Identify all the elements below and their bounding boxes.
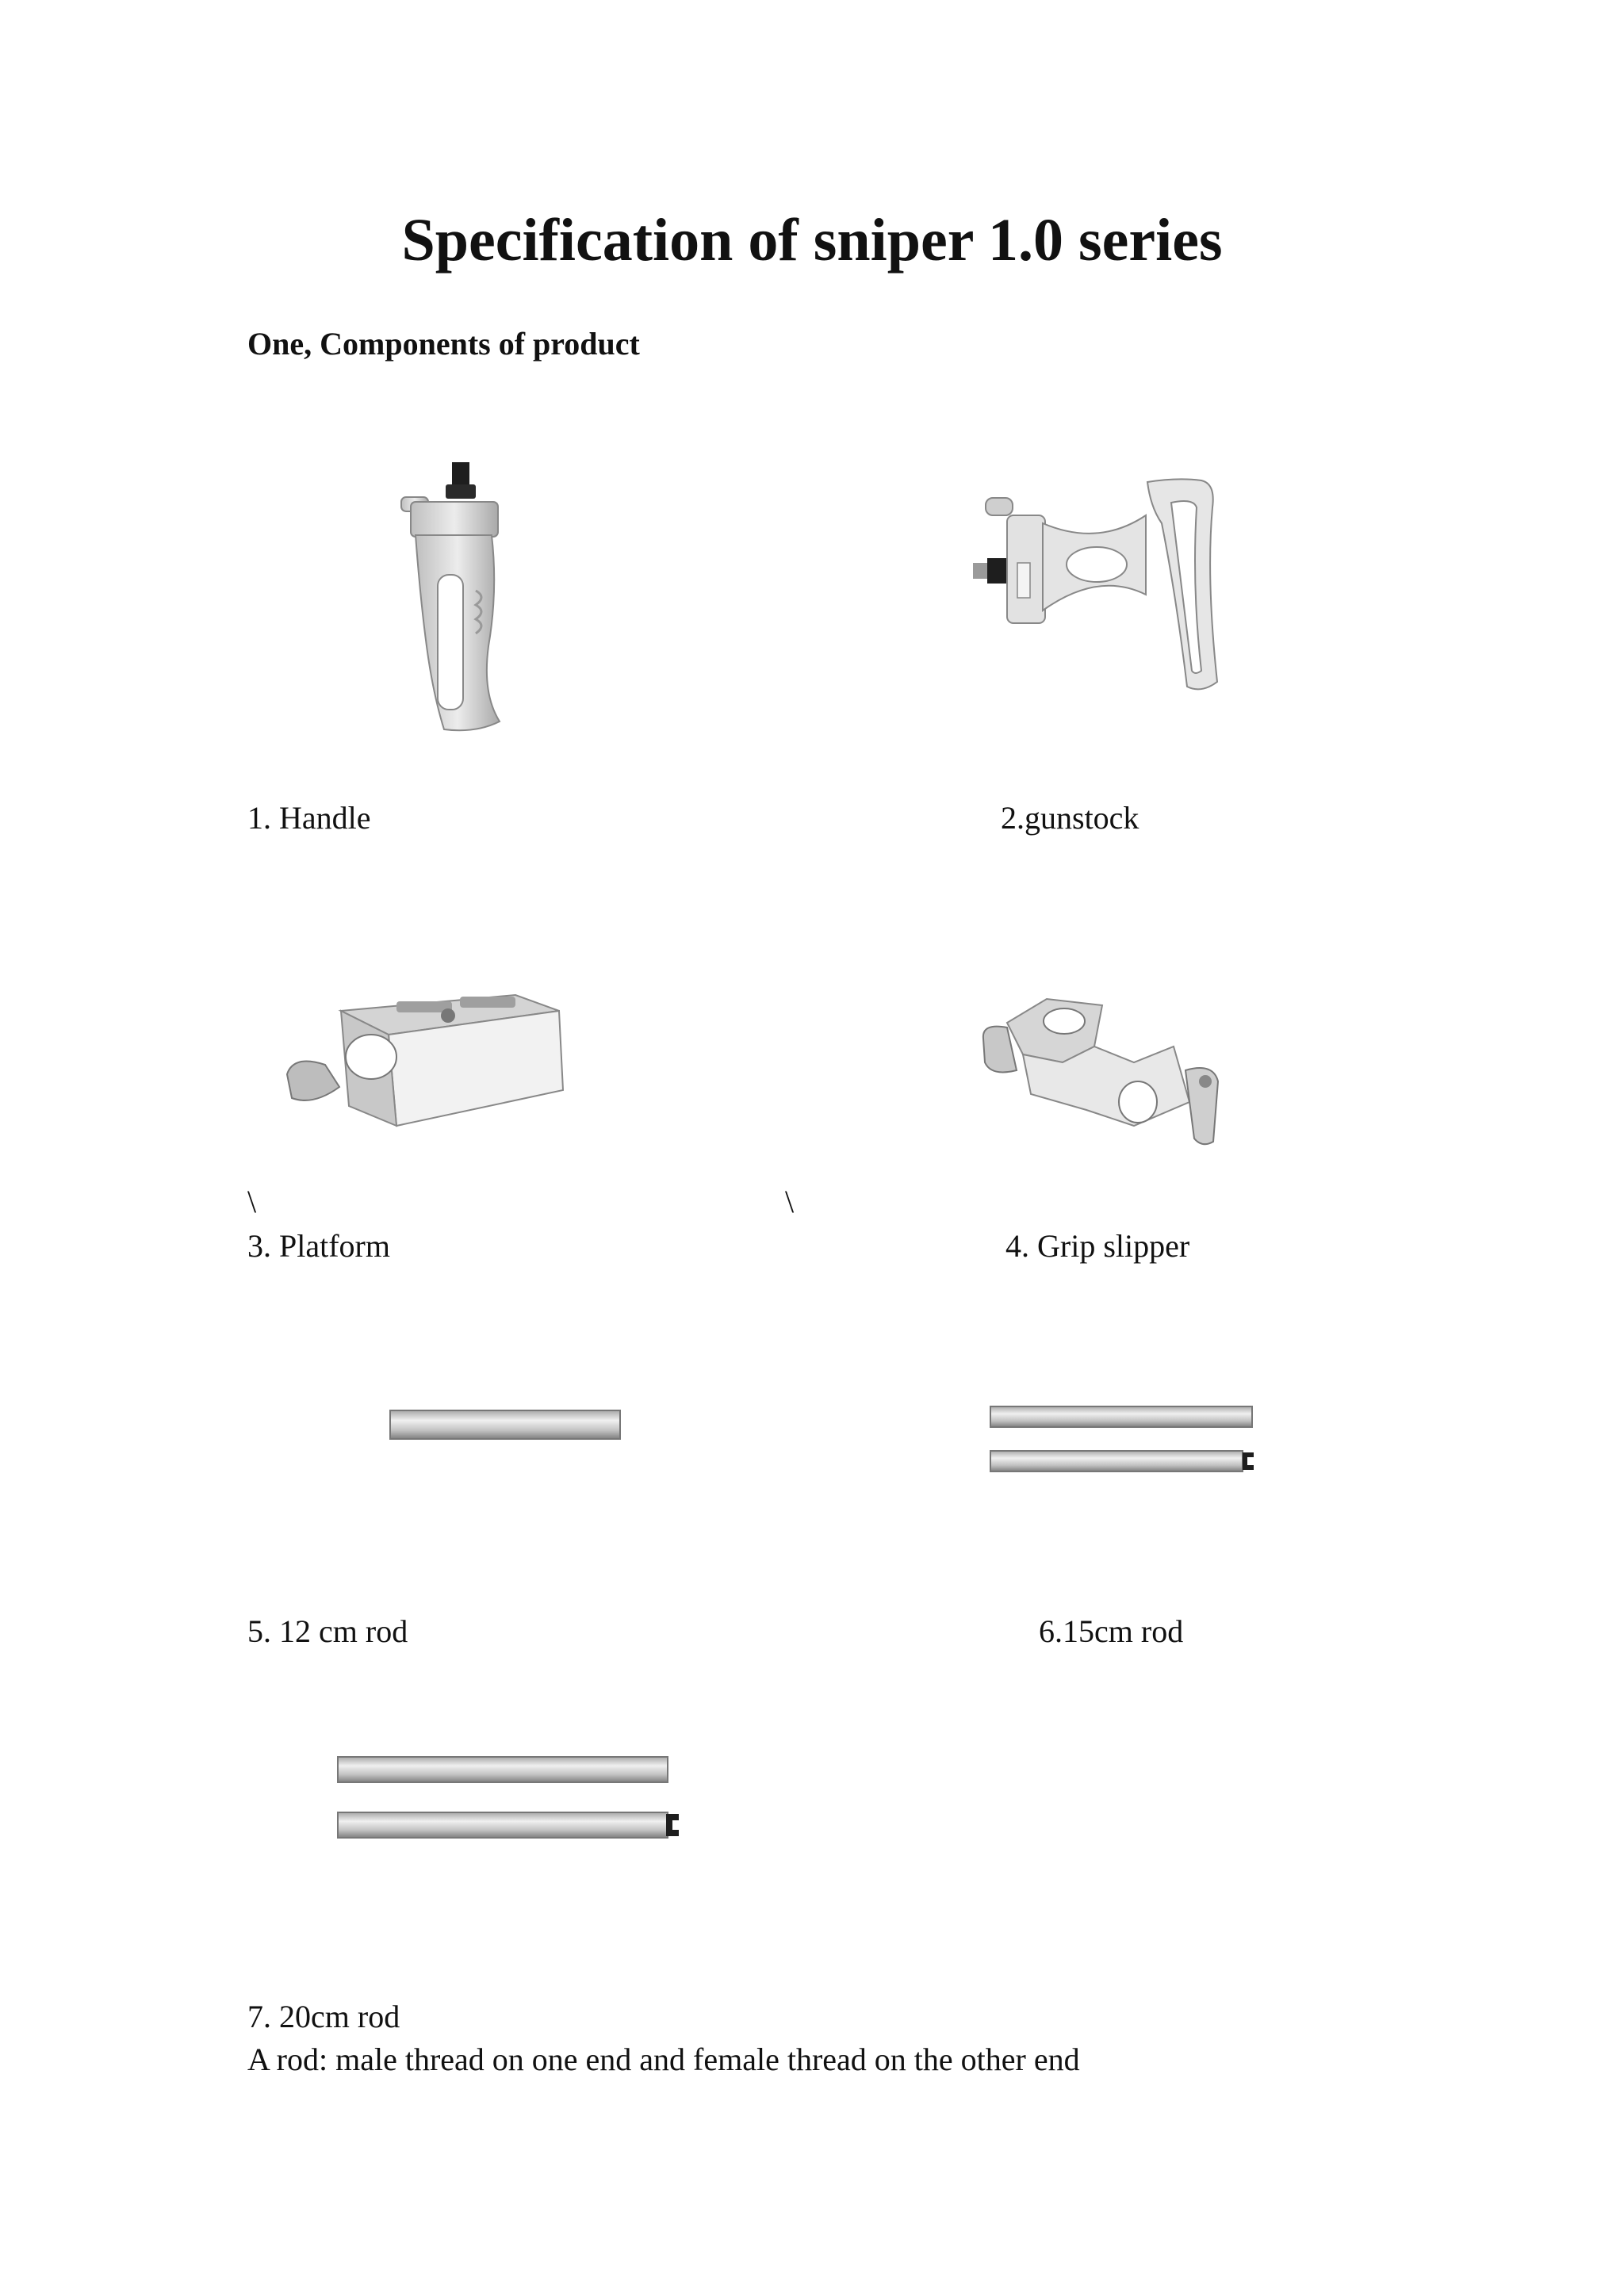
rod-12cm-image [389,1407,622,1442]
stray-mark-left: \ [247,1184,257,1219]
page-title: Specification of sniper 1.0 series [401,207,1223,274]
caption-rod-12cm: 5. 12 cm rod [247,1613,408,1649]
rod-20cm-image [335,1754,684,1845]
section-heading: One, Components of product [247,326,640,362]
rod-thread-note: A rod: male thread on one end and female thread on the other end [247,2042,1080,2077]
caption-rod-20cm: 7. 20cm rod [247,1999,400,2034]
gunstock-image [963,476,1241,694]
handle-image [389,456,515,733]
caption-gunstock: 2.gunstock [1001,800,1139,836]
caption-platform: 3. Platform [247,1228,390,1264]
caption-rod-15cm: 6.15cm rod [1039,1613,1184,1649]
grip-slipper-image [975,983,1229,1158]
caption-grip-slipper: 4. Grip slipper [1005,1228,1190,1264]
platform-image [278,979,571,1138]
stray-mark-right: \ [785,1184,795,1219]
rod-15cm-image [987,1403,1257,1483]
caption-handle: 1. Handle [247,800,371,836]
